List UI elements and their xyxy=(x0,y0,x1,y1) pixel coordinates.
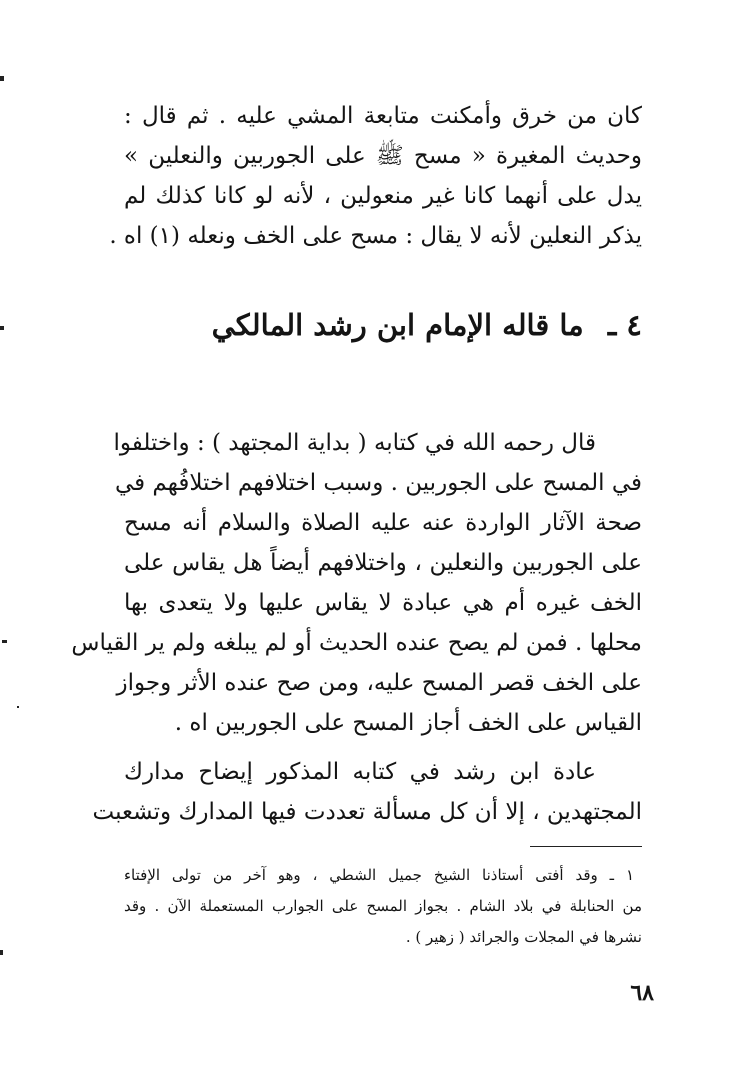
section-heading xyxy=(211,300,642,350)
paragraph-3-line-2: المجتهدين ، إلا أن كل مسألة تعددت فيها المدارك وتشعبت xyxy=(92,799,642,825)
paragraph-2-line-5: الخف غيره أم هي عبادة لا يقاس عليها ولا يتعدى بها xyxy=(124,590,642,616)
paragraph-2-line-3: صحة الآثار الواردة عنه عليه الصلاة والسلام أنه مسح xyxy=(124,510,642,536)
footnote-line-2: من الحنابلة في بلاد الشام . بجواز المسح على الجوارب المستعملة الآن . وقد xyxy=(124,897,642,915)
paragraph-2-line-7: على الخف قصر المسح عليه، ومن صح عنده الأثر وجواز xyxy=(116,670,642,696)
paragraph-2-line-6: محلها . فمن لم يصح عنده الحديث أو لم يبلغه ولم ير القياس xyxy=(71,630,642,656)
page-number: ٦٨ xyxy=(630,980,654,1006)
paragraph-2-line-4: على الجوربين والنعلين ، واختلافهم أيضاً هل يقاس على xyxy=(124,550,642,576)
scan-mark xyxy=(0,76,4,81)
section-title: ما قاله الإمام ابن رشد المالكي xyxy=(211,308,584,342)
paragraph-2-line-1: قال رحمه الله في كتابه ( بداية المجتهد ) : واختلفوا xyxy=(113,430,596,456)
paragraph-1-line-3: يدل على أنهما كانا غير منعولين ، لأنه لو كانا كذلك لم xyxy=(124,183,642,209)
footnotes xyxy=(124,860,642,953)
footnote-line-1: ١ ـ وقد أفتى أستاذنا الشيخ جميل الشطي ، وهو آخر من تولى الإفتاء xyxy=(124,866,634,884)
paragraph-2-line-8: القياس على الخف أجاز المسح على الجوربين اه . xyxy=(174,710,642,736)
paragraph-1-line-4: يذكر النعلين لأنه لا يقال : مسح على الخف ونعله (١) اه . xyxy=(109,223,642,249)
scan-mark xyxy=(2,640,7,643)
paragraph-1 xyxy=(109,96,642,256)
paragraph-1-line-2: وحديث المغيرة « مسح ﷺ على الجوربين والنعلين » xyxy=(124,143,642,169)
scan-mark xyxy=(17,706,19,708)
paragraph-2-line-2: في المسح على الجوربين . وسبب اختلافهم اختلافُهم في xyxy=(114,470,642,496)
paragraph-1-line-1: كان من خرق وأمكنت متابعة المشي عليه . ثم قال : xyxy=(124,103,642,129)
paragraph-3 xyxy=(92,752,642,832)
footnote-separator xyxy=(530,846,642,847)
paragraph-2 xyxy=(71,423,642,743)
scan-mark xyxy=(0,950,3,955)
footnote-line-3: نشرها في المجلات والجرائد ( زهير ) . xyxy=(405,928,642,946)
scan-mark xyxy=(0,326,4,330)
section-number: ٤ ـ xyxy=(607,308,642,342)
paragraph-3-line-1: عادة ابن رشد في كتابه المذكور إيضاح مدارك xyxy=(124,759,596,785)
